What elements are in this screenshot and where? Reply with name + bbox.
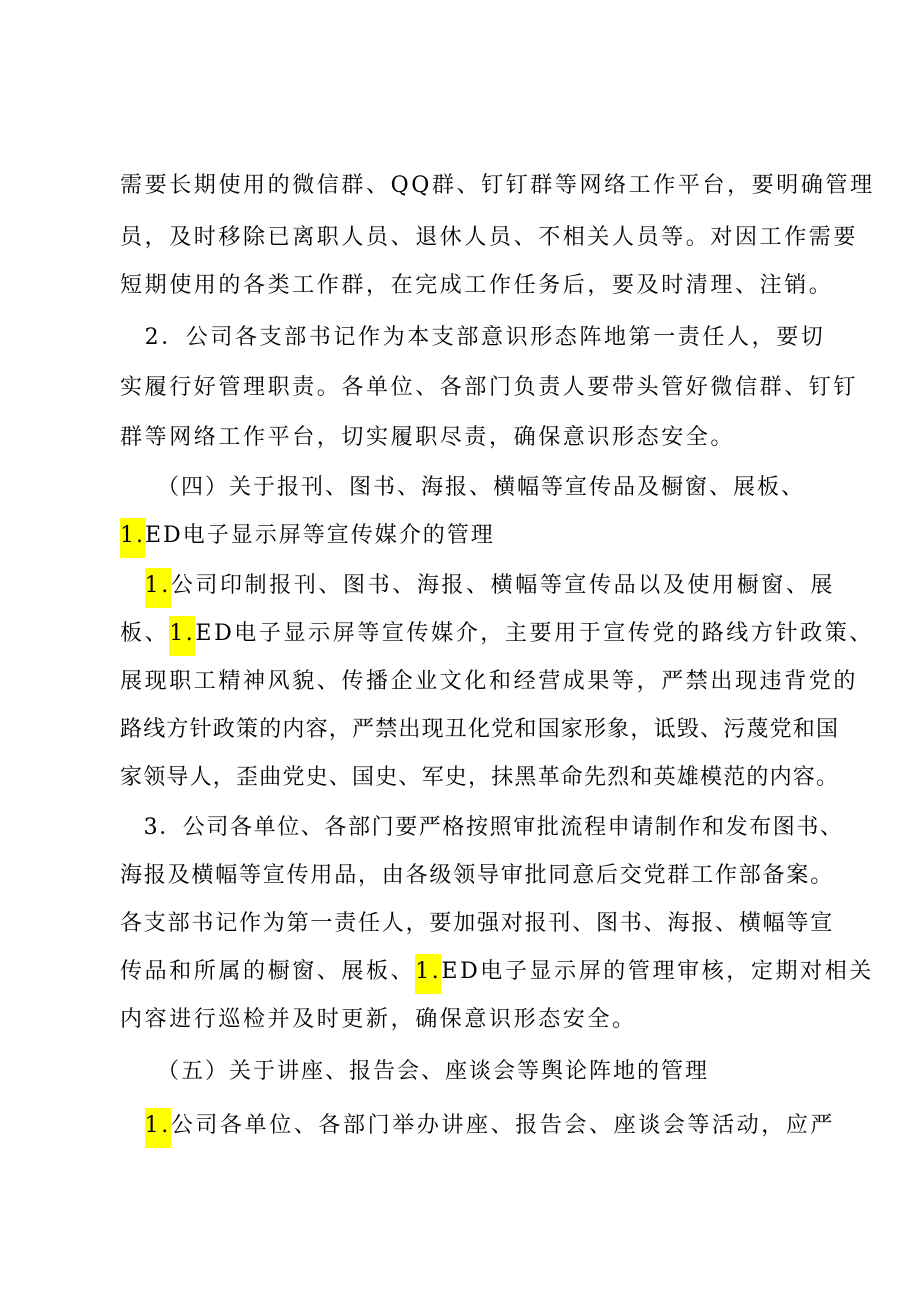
section-heading <box>120 470 805 506</box>
line-text: ED电子显示屏的管理审核，定期对相关 <box>441 959 874 984</box>
section-heading <box>120 1054 709 1090</box>
line-text: 2．公司各支部书记作为本支部意识形态阵地第一责任人，要切 <box>120 325 826 350</box>
indent <box>120 573 145 598</box>
paragraph-line <box>120 616 874 652</box>
line-text: 各支部书记作为第一责任人，要加强对报刊、图书、海报、横幅等宣 <box>120 911 835 936</box>
line-text: 海报及横幅等宣传用品，由各级领导审批同意后交党群工作部备案。 <box>120 863 835 888</box>
paragraph-line <box>120 370 858 406</box>
paragraph-line <box>120 712 839 748</box>
paragraph-line <box>120 268 833 304</box>
heading-text: （五）关于讲座、报告会、座谈会等舆论阵地的管理 <box>120 1059 710 1084</box>
line-text: 公司印制报刊、图书、海报、横幅等宣传品以及使用橱窗、展 <box>170 573 836 598</box>
line-text: 传品和所属的橱窗、展板、 <box>120 959 416 984</box>
paragraph-line <box>120 906 834 942</box>
paragraph-line <box>120 810 844 846</box>
line-text: 3．公司各单位、各部门要严格按照审批流程申请制作和发布图书、 <box>120 815 844 840</box>
paragraph-line <box>120 858 834 894</box>
line-text: 家领导人，歪曲党史、国史、军史，抹黑革命先烈和英雄模范的内容。 <box>120 765 840 790</box>
line-text: 实履行好管理职责。各单位、各部门负责人要带头管好微信群、钉钉 <box>120 375 859 400</box>
paragraph-line <box>120 760 839 796</box>
line-text: 需要长期使用的微信群、QQ群、钉钉群等网络工作平台，要明确管理 <box>120 173 875 198</box>
line-text: ED电子显示屏等宣传媒介，主要用于宣传党的路线方针政策、 <box>195 621 874 646</box>
paragraph-line <box>120 320 825 356</box>
paragraph-line <box>120 568 835 604</box>
highlight-mark: 1. <box>169 616 195 656</box>
paragraph-line <box>120 1108 835 1144</box>
heading-text: ED电子显示屏等宣传媒介的管理 <box>145 523 495 548</box>
highlight-mark: 1. <box>415 954 441 994</box>
line-text: 板、 <box>120 621 170 646</box>
indent <box>120 1113 145 1138</box>
highlight-mark: 1. <box>120 518 145 558</box>
paragraph-line <box>120 220 858 256</box>
line-text: 短期使用的各类工作群，在完成工作任务后，要及时清理、注销。 <box>120 273 834 298</box>
heading-text: （四）关于报刊、图书、海报、横幅等宣传品及橱窗、展板、 <box>120 475 806 500</box>
highlight-mark: 1. <box>145 1108 171 1148</box>
paragraph-line <box>120 664 858 700</box>
line-text: 展现职工精神风貌、传播企业文化和经营成果等，严禁出现违背党的 <box>120 669 859 694</box>
paragraph-line <box>120 954 874 990</box>
line-text: 公司各单位、各部门举办讲座、报告会、座谈会等活动，应严 <box>170 1113 836 1138</box>
paragraph-line <box>120 420 735 456</box>
line-text: 内容进行巡检并及时更新，确保意识形态安全。 <box>120 1007 637 1032</box>
paragraph-line <box>120 1002 637 1038</box>
line-text: 群等网络工作平台，切实履职尽责，确保意识形态安全。 <box>120 425 736 450</box>
highlight-mark: 1. <box>145 568 171 608</box>
section-heading <box>120 518 495 554</box>
line-text: 员，及时移除已离职人员、退休人员、不相关人员等。对因工作需要 <box>120 225 859 250</box>
line-text: 路线方针政策的内容，严禁出现丑化党和国家形象，诋毁、污蔑党和国 <box>120 717 840 742</box>
paragraph-line <box>120 168 875 204</box>
